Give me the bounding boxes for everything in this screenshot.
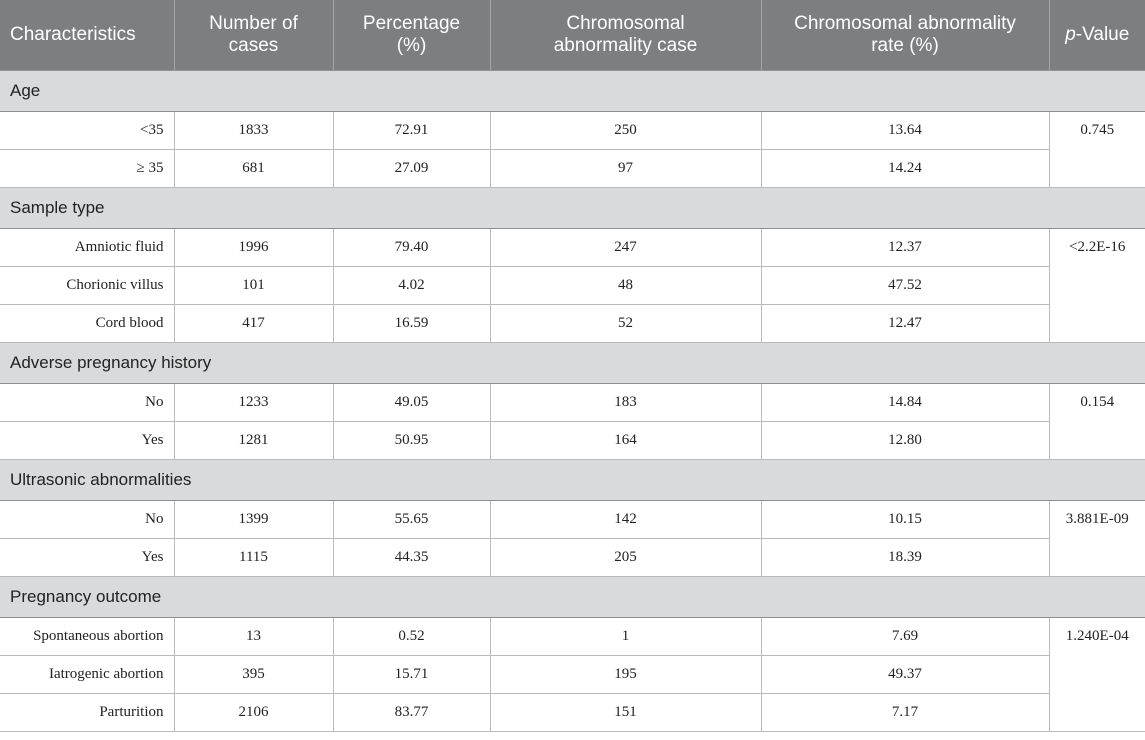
table-body <box>0 71 1145 732</box>
cell-abnormality-rate: 12.47 <box>761 305 1049 343</box>
cell-percentage: 44.35 <box>333 539 490 577</box>
cell-cases: 2106 <box>174 694 333 732</box>
table-header <box>0 0 1145 71</box>
cell-abnormality-rate: 13.64 <box>761 112 1049 150</box>
table-row <box>0 229 1145 267</box>
cell-abnormality-case: 52 <box>490 305 761 343</box>
table-row <box>0 384 1145 422</box>
cell-cases: 13 <box>174 618 333 656</box>
group-row-ultrasonic-abnormalities <box>0 460 1145 501</box>
header-abnormality-rate: Chromosomal abnormality rate (%) <box>761 0 1049 71</box>
cell-cases: 395 <box>174 656 333 694</box>
group-label: Adverse pregnancy history <box>0 343 1145 384</box>
cell-percentage: 4.02 <box>333 267 490 305</box>
cell-abnormality-rate: 47.52 <box>761 267 1049 305</box>
cell-p-value: 0.745 <box>1049 112 1145 188</box>
row-label: Amniotic fluid <box>0 229 174 267</box>
cell-cases: 1281 <box>174 422 333 460</box>
cell-cases: 101 <box>174 267 333 305</box>
cell-abnormality-case: 183 <box>490 384 761 422</box>
cell-abnormality-case: 142 <box>490 501 761 539</box>
header-row <box>0 0 1145 71</box>
cell-percentage: 0.52 <box>333 618 490 656</box>
cell-p-value: 0.154 <box>1049 384 1145 460</box>
cell-cases: 681 <box>174 150 333 188</box>
group-row-sample-type <box>0 188 1145 229</box>
group-label: Ultrasonic abnormalities <box>0 460 1145 501</box>
table-row <box>0 694 1145 732</box>
cell-cases: 1399 <box>174 501 333 539</box>
row-label: Spontaneous abortion <box>0 618 174 656</box>
cell-abnormality-case: 250 <box>490 112 761 150</box>
cell-abnormality-rate: 14.24 <box>761 150 1049 188</box>
row-label: No <box>0 384 174 422</box>
cell-abnormality-rate: 12.80 <box>761 422 1049 460</box>
cell-percentage: 55.65 <box>333 501 490 539</box>
row-label: ≥ 35 <box>0 150 174 188</box>
row-label: No <box>0 501 174 539</box>
cell-abnormality-case: 205 <box>490 539 761 577</box>
table-row <box>0 422 1145 460</box>
header-number-of-cases: Number of cases <box>174 0 333 71</box>
cell-abnormality-case: 97 <box>490 150 761 188</box>
group-label: Sample type <box>0 188 1145 229</box>
table-row <box>0 267 1145 305</box>
cell-abnormality-case: 151 <box>490 694 761 732</box>
cell-abnormality-case: 164 <box>490 422 761 460</box>
cell-percentage: 50.95 <box>333 422 490 460</box>
row-label: Iatrogenic abortion <box>0 656 174 694</box>
header-characteristics: Characteristics <box>0 0 174 71</box>
header-percentage: Percentage (%) <box>333 0 490 71</box>
header-abnormality-case: Chromosomal abnormality case <box>490 0 761 71</box>
cell-abnormality-rate: 7.69 <box>761 618 1049 656</box>
group-label: Age <box>0 71 1145 112</box>
cell-cases: 1996 <box>174 229 333 267</box>
row-label: Chorionic villus <box>0 267 174 305</box>
cell-abnormality-rate: 10.15 <box>761 501 1049 539</box>
cell-percentage: 49.05 <box>333 384 490 422</box>
cell-abnormality-rate: 14.84 <box>761 384 1049 422</box>
row-label: <35 <box>0 112 174 150</box>
row-label: Yes <box>0 539 174 577</box>
cell-abnormality-rate: 12.37 <box>761 229 1049 267</box>
cell-p-value: <2.2E-16 <box>1049 229 1145 343</box>
table-row <box>0 618 1145 656</box>
group-label: Pregnancy outcome <box>0 577 1145 618</box>
group-row-adverse-pregnancy-history <box>0 343 1145 384</box>
cell-p-value: 1.240E-04 <box>1049 618 1145 732</box>
cell-cases: 417 <box>174 305 333 343</box>
row-label: Parturition <box>0 694 174 732</box>
cell-abnormality-rate: 7.17 <box>761 694 1049 732</box>
cell-cases: 1233 <box>174 384 333 422</box>
cell-percentage: 79.40 <box>333 229 490 267</box>
cell-abnormality-case: 195 <box>490 656 761 694</box>
cell-cases: 1115 <box>174 539 333 577</box>
table-row <box>0 539 1145 577</box>
group-row-age <box>0 71 1145 112</box>
cell-abnormality-rate: 49.37 <box>761 656 1049 694</box>
cell-abnormality-rate: 18.39 <box>761 539 1049 577</box>
row-label: Cord blood <box>0 305 174 343</box>
cell-percentage: 83.77 <box>333 694 490 732</box>
cell-p-value: 3.881E-09 <box>1049 501 1145 577</box>
table-row <box>0 501 1145 539</box>
row-label: Yes <box>0 422 174 460</box>
table-row <box>0 150 1145 188</box>
cell-percentage: 27.09 <box>333 150 490 188</box>
table-row <box>0 656 1145 694</box>
group-row-pregnancy-outcome <box>0 577 1145 618</box>
cell-cases: 1833 <box>174 112 333 150</box>
cell-percentage: 16.59 <box>333 305 490 343</box>
cell-abnormality-case: 48 <box>490 267 761 305</box>
cell-abnormality-case: 1 <box>490 618 761 656</box>
header-p-value: p-Value <box>1049 0 1145 71</box>
table-row <box>0 112 1145 150</box>
cell-abnormality-case: 247 <box>490 229 761 267</box>
cell-percentage: 72.91 <box>333 112 490 150</box>
table-row <box>0 305 1145 343</box>
cell-percentage: 15.71 <box>333 656 490 694</box>
